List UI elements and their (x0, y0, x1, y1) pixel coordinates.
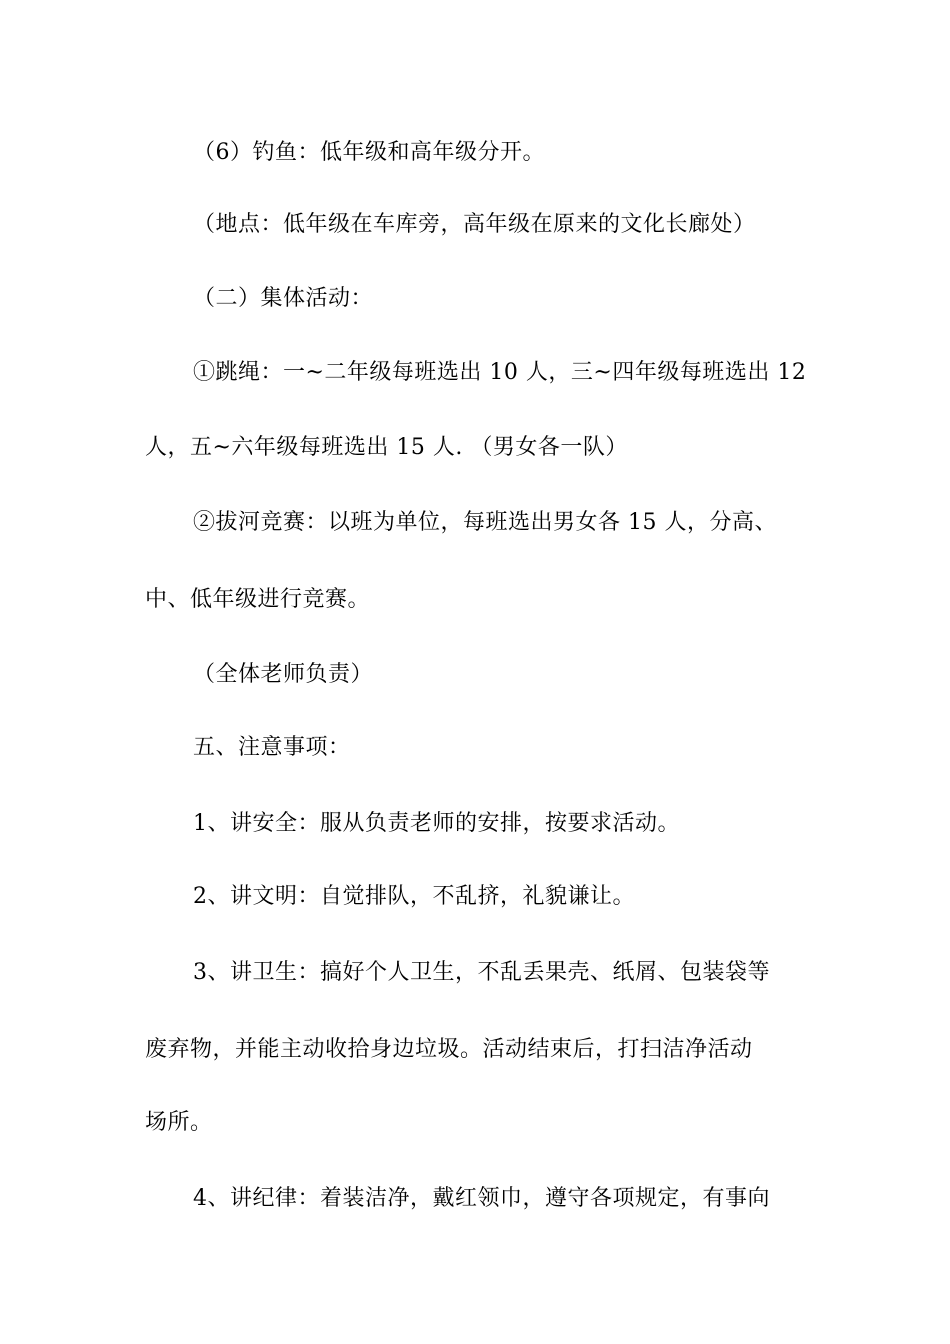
tug-of-war-item: ②拔河竞赛：以班为单位，每班选出男女各 15 人，分高、 (193, 510, 777, 535)
fishing-item: （6）钓鱼：低年级和高年级分开。 (193, 140, 545, 165)
teachers-responsible-note: （全体老师负责） (193, 662, 374, 687)
precaution-discipline: 4、讲纪律：着装洁净，戴红领巾，遵守各项规定，有事向 (193, 1186, 770, 1211)
jump-rope-item-continued: 人，五~六年级每班选出 15 人. （男女各一队） (145, 435, 628, 460)
precaution-civility: 2、讲文明：自觉排队，不乱挤，礼貌谦让。 (193, 884, 635, 909)
jump-rope-item: ①跳绳：一~二年级每班选出 10 人，三~四年级每班选出 12 (193, 360, 807, 385)
precaution-hygiene-end: 场所。 (145, 1110, 213, 1135)
section-heading-group-activities: （二）集体活动： (193, 286, 374, 311)
precaution-hygiene-continued: 废弃物，并能主动收拾身边垃圾。活动结束后，打扫洁净活动 (145, 1037, 753, 1062)
section-heading-precautions: 五、注意事项： (193, 735, 351, 760)
tug-of-war-item-continued: 中、低年级进行竞赛。 (145, 587, 371, 612)
fishing-location: （地点：低年级在车库旁，高年级在原来的文化长廊处） (193, 212, 756, 237)
precaution-safety: 1、讲安全：服从负责老师的安排，按要求活动。 (193, 811, 680, 836)
precaution-hygiene: 3、讲卫生：搞好个人卫生，不乱丢果壳、纸屑、包装袋等 (193, 960, 770, 985)
